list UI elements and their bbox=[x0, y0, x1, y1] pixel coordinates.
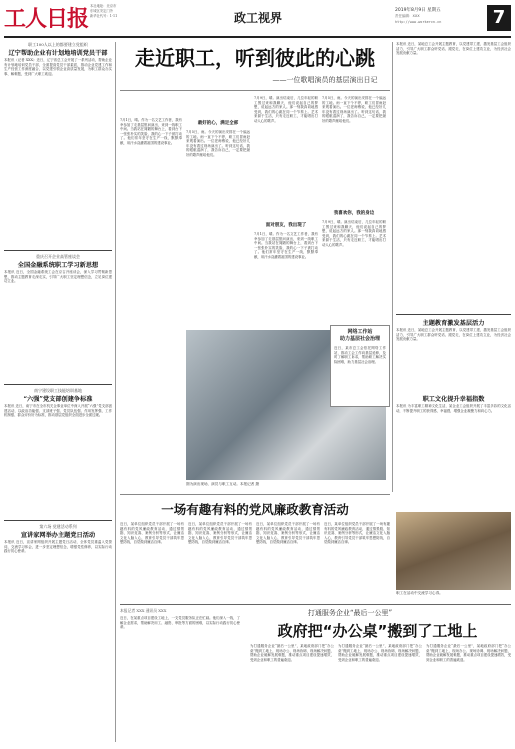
feature-subtitle: ——一位歌唱演员的基层演出日记 bbox=[272, 76, 378, 84]
lower-col-2: 近日，某单位组织党员干部开展了一场有趣有料的党风廉政教育活动，通过情景剧、知识竞赛、案例分析等形式，让廉洁文化入脑入心，教育引导党员干部筑牢思想防线，自觉做到廉洁自律。 bbox=[188, 522, 252, 545]
newspaper-logo: 工人日报 bbox=[4, 6, 89, 32]
masthead bbox=[0, 0, 515, 38]
story-3-headline: “六强”党支部创建争标准 bbox=[23, 396, 93, 403]
feature-col-2: 7月5日，雨。今天的演出安排在一个偏远的工地。雨一直下个不停，职工们冒雨赶来观看演出。一位老师傅说，他已经好几年没有看过现场演出了。听到这句话，我的眼眶湿润了，我告诉自己，一定要把最好的歌声献给他们。 bbox=[186, 130, 250, 157]
bottom-note-head: 本报记者 XXX 通讯员 XXX bbox=[120, 608, 167, 613]
right-intro-body: 本报讯 近日，某地总工会开展主题教育，以党建带工建，激发基层工会组织活力，引导广大职工群众听党话、跟党走，在岗位上建功立业，为经济社会发展贡献力量。 bbox=[396, 42, 511, 56]
left-column bbox=[4, 42, 112, 742]
sidebar-box-body: 近日，某市总工会依托网络工作站，推动工会工作向基层延伸，及时了解职工诉求，帮助职工解决实际困难，助力基层社会治理。 bbox=[334, 346, 386, 364]
right-body-1: 本报讯 近日，某地总工会开展主题教育，以党建带工建，激发基层工会组织活力，引导广大职工群众听党话、跟党走，在岗位上建功立业，为经济社会发展贡献力量。 bbox=[396, 328, 511, 342]
page-number: 7 bbox=[487, 5, 511, 31]
divider bbox=[396, 314, 511, 315]
issue-date: 2019年8月9日 星期五 bbox=[395, 8, 441, 13]
feature-subhead-1: 最好的心，满足全部 bbox=[197, 121, 239, 126]
story-1-headline: 辽宁帮助企业有计划地培训党员干部 bbox=[8, 50, 108, 57]
story-2-headline: 全国金融系统职工学习新思想 bbox=[17, 262, 99, 269]
bottom-kicker: 打通服务企业“最后一公里” bbox=[307, 609, 393, 617]
bottom-col-3: 为打通服务企业“最后一公里”，某地政府部门把“办公桌”搬到工地上，现场办公、现场协调、现场解决问题，帮助企业破解发展难题，推动重点项目建设提速增效，受到企业和职工的普遍欢迎。 bbox=[426, 644, 511, 662]
feature-col-3: 7月9日，晴。演出结束后，几位年轻的职工围过来和我聊天，他们说起自己的梦想，说起远方的家人。那一刻我真切地感受到，我们的心跳在同一个节奏上。艺术来源于生活，只有走近职工，才能唱出打动人心的歌声。 bbox=[254, 96, 318, 123]
editor-line: 责任编辑：XXX bbox=[395, 14, 420, 18]
right-body-2: 本报讯 为丰富职工精神文化生活，某企业工会组织开展了丰富多彩的文化活动，不断提升职工的获得感、幸福感，增强企业凝聚力和向心力。 bbox=[396, 404, 511, 413]
bottom-headline: 政府把“办公桌”搬到了工地上 bbox=[277, 622, 478, 640]
sidebar-box-title: 网络工作站 助力基层社会治理 bbox=[339, 329, 380, 342]
story-4-kicker: 第六场 党建活动系列 bbox=[39, 524, 77, 529]
feature-subhead-2: 面对朋友，我出现了 bbox=[265, 223, 307, 228]
story-3-kicker: 南宁建设职工技能培训基地 bbox=[34, 388, 82, 393]
bottom-note-body: 近日，在某重点项目建设工地上，一支党员服务队正在忙碌。他们深入一线，了解企业需求，帮助解决用工、融资、审批等方面的困难，以实际行动践行初心使命。 bbox=[120, 616, 240, 630]
feature-photo-caption: 图为演出现场，演员与职工互动。本报记者 摄 bbox=[186, 482, 260, 486]
story-2-body: 本报讯 近日，全国金融系统工会在京召开座谈会，深入学习贯彻新思想，推动主题教育走深走实，引导广大职工坚定理想信念，立足岗位建功立业。 bbox=[4, 270, 112, 284]
bottom-rule bbox=[120, 604, 511, 605]
divider bbox=[4, 250, 112, 251]
feature-rule bbox=[120, 90, 390, 91]
right-photo bbox=[396, 512, 511, 590]
section-title: 政工视界 bbox=[233, 11, 282, 25]
feature-title: 走近职工，听到彼此的心跳 bbox=[135, 46, 375, 70]
feature-col-3b: 7月1日，晴。作为一名文艺工作者，我有幸参加了走基层慰问演出，来到一线职工中间。当我站在简陋的舞台上，看到台下一张张朴实的笑脸，我的心一下子被打动了。他们常年坚守在生产一线，默默奉献，用汗水浇灌着祖国的建设事业。 bbox=[254, 232, 318, 259]
lower-col-4: 近日，某单位组织党员干部开展了一场有趣有料的党风廉政教育活动，通过情景剧、知识竞赛、案例分析等形式，让廉洁文化入脑入心，教育引导党员干部筑牢思想防线，自觉做到廉洁自律。 bbox=[324, 522, 390, 545]
story-1-body: 本报讯（记者 XXX）近日，辽宁省总工会开展了一系列活动，帮助企业有计划地培训党员干部，全面提高党员干部素质，推动企业党建工作和生产经营工作深度融合，以党建引领企业高质量发展，为职工群众办实事、解难题，受到广大职工欢迎。 bbox=[4, 58, 112, 76]
story-1-kicker: 职工100人以上的都要建立党组织 bbox=[28, 42, 88, 47]
feature-col-4b: 7月9日，晴。演出结束后，几位年轻的职工围过来和我聊天，他们说起自己的梦想，说起远方的家人。那一刻我真切地感受到，我们的心跳在同一个节奏上。艺术来源于生活，只有走近职工，才能唱出打动人心的歌声。 bbox=[322, 220, 386, 247]
masthead-rule bbox=[4, 36, 511, 38]
story-2-kicker: 重庆召开企业高管座谈会 bbox=[36, 254, 80, 259]
lower-headline: 一场有趣有料的党风廉政教育活动 bbox=[161, 502, 349, 517]
right-headline-2: 职工文化提升幸福指数 bbox=[422, 396, 485, 403]
site-url: http://www.workercn.cn bbox=[395, 20, 442, 24]
right-headline-1: 主题教育激发基层活力 bbox=[422, 320, 485, 327]
story-4-headline: 宣讲家网举办主题党日活动 bbox=[20, 532, 96, 539]
column-rule bbox=[392, 42, 393, 492]
feature-col-1: 7月1日，晴。作为一名文艺工作者，我有幸参加了走基层慰问演出，来到一线职工中间。当我站在简陋的舞台上，看到台下一张张朴实的笑脸，我的心一下子被打动了。他们常年坚守在生产一线，默默奉献，用汗水浇灌着祖国的建设事业。 bbox=[120, 118, 182, 145]
right-photo-caption: 职工在活动中交流学习心得。 bbox=[396, 591, 443, 595]
feature-subhead-3: 我喜欢你，我的身边 bbox=[333, 211, 375, 216]
bottom-col-1: 为打通服务企业“最后一公里”，某地政府部门把“办公桌”搬到工地上，现场办公、现场协调、现场解决问题，帮助企业破解发展难题，推动重点项目建设提速增效，受到企业和职工的普遍欢迎。 bbox=[250, 644, 334, 662]
lower-rule bbox=[120, 494, 390, 495]
bottom-col-2: 为打通服务企业“最后一公里”，某地政府部门把“办公桌”搬到工地上，现场办公、现场协调、现场解决问题，帮助企业破解发展难题，推动重点项目建设提速增效，受到企业和职工的普遍欢迎。 bbox=[338, 644, 422, 662]
sidebar-box bbox=[330, 325, 390, 407]
lower-col-3: 近日，某单位组织党员干部开展了一场有趣有料的党风廉政教育活动，通过情景剧、知识竞赛、案例分析等形式，让廉洁文化入脑入心，教育引导党员干部筑牢思想防线，自觉做到廉洁自律。 bbox=[256, 522, 320, 545]
story-3-body: 本报讯 近日，南宁市在全市机关企事业单位中深入开展“六强”党支部创建活动，以政治功能强、支部班子强、党员队伍强、作用发挥强、工作机制强、群众评价好为标准，推动基层党组织全面进步全面过硬。 bbox=[4, 404, 112, 418]
column-rule bbox=[115, 42, 116, 742]
divider bbox=[4, 520, 112, 521]
masthead-info: 本社地址：北京市 东城区安定门外 新华社代号：1-11 bbox=[90, 4, 118, 18]
feature-col-4: 7月5日，雨。今天的演出安排在一个偏远的工地。雨一直下个不停，职工们冒雨赶来观看演出。一位老师傅说，他已经好几年没有看过现场演出了。听到这句话，我的眼眶湿润了，我告诉自己，一定要把最好的歌声献给他们。 bbox=[322, 96, 386, 123]
lower-col-1: 近日，某单位组织党员干部开展了一场有趣有料的党风廉政教育活动，通过情景剧、知识竞赛、案例分析等形式，让廉洁文化入脑入心，教育引导党员干部筑牢思想防线，自觉做到廉洁自律。 bbox=[120, 522, 184, 545]
divider bbox=[4, 384, 112, 385]
story-4-body: 本报讯 近日，宣讲家网组织开展主题党日活动，全体党员重温入党誓词，交流学习体会，进一步坚定理想信念，增强党性修养，以实际行动践行初心使命。 bbox=[4, 540, 112, 554]
right-column bbox=[396, 42, 511, 602]
